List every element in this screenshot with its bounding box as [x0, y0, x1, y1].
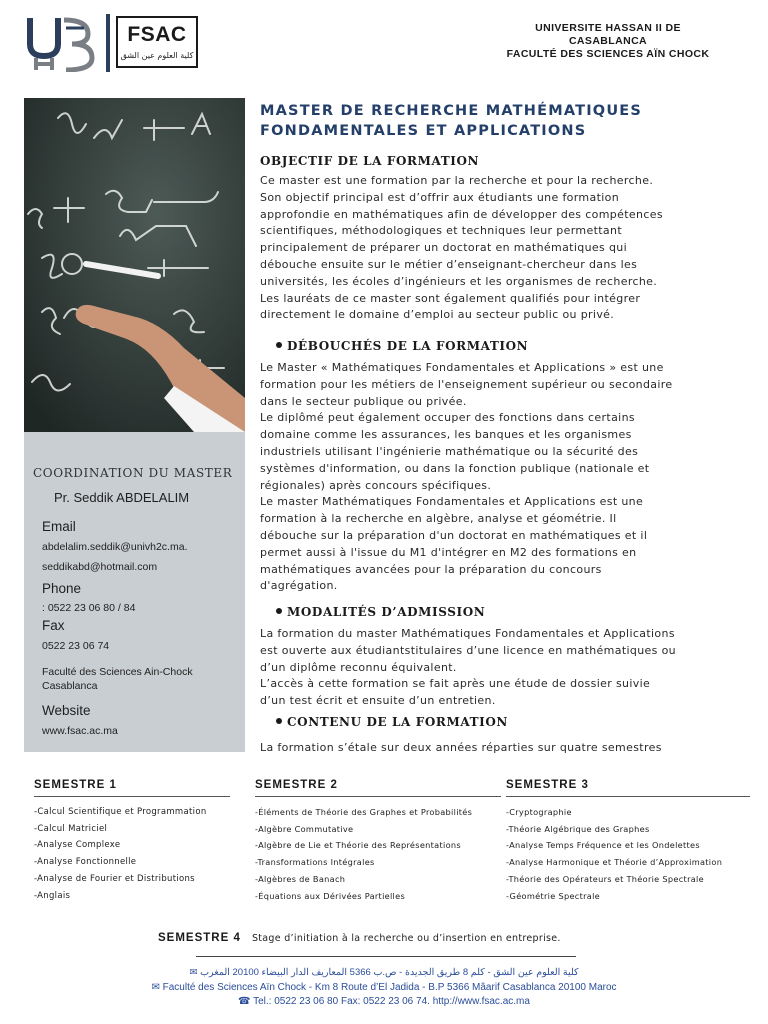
semester-4-text: Stage d’initiation à la recherche ou d’insertion en entreprise.: [251, 933, 561, 944]
telephone-icon: ☎: [238, 996, 251, 1007]
list-item: -Anglais: [34, 890, 71, 901]
fsac-label: FSAC: [127, 23, 187, 46]
semester-course-list: [506, 804, 754, 904]
list-item: -Analyse Temps Fréquence et les Ondelettes: [506, 840, 700, 851]
list-item: -Cryptographie: [506, 807, 572, 817]
fsac-arabic: كلية العلوم عين الشق: [120, 51, 194, 60]
bullet-icon: [276, 342, 282, 348]
page-title: MASTER DE RECHERCHE MATHÉMATIQUES FONDAMENTALES ET APPLICATIONS: [260, 103, 643, 139]
list-item: -Analyse de Fourier et Distributions: [34, 873, 195, 884]
semester-1: [34, 779, 234, 904]
email-link-1[interactable]: abdelalim.seddik@univh2c.ma.: [42, 541, 188, 553]
debouches-heading: DÉBOUCHÉS DE LA FORMATION: [276, 339, 528, 353]
fsac-logo: [116, 16, 198, 68]
semester-divider: [506, 796, 750, 797]
semester-title: SEMESTRE 2: [255, 779, 338, 791]
list-item: -Géométrie Spectrale: [506, 890, 600, 901]
bullet-icon: [276, 718, 282, 724]
list-item: -Algèbres de Banach: [255, 873, 346, 884]
admission-text: La formation du master Mathématiques Fondamentales et Applications est ouverte aux étudiantstitulaires d’une licence en mathématiques ou d’un diplôme reconnu équivalent. L’accès à cette formation se fait après une étude de dossier suivie d’un test écrit et ensuite d’un entretien.: [260, 627, 677, 708]
semester-title: SEMESTRE 1: [34, 779, 117, 791]
website-label: Website: [42, 703, 91, 718]
chalkboard-photo: [24, 98, 245, 432]
footer-address: ✉ Faculté des Sciences Aïn Chock - Km 8 Route d’El Jadida - B.P 5366 Mâarif Casablanca 20100 Maroc: [151, 982, 617, 993]
envelope-icon: ✉: [189, 967, 198, 978]
objectif-heading: OBJECTIF DE LA FORMATION: [260, 154, 480, 168]
semester-divider: [255, 796, 501, 797]
semester-divider: [34, 796, 230, 797]
phone-value: : 0522 23 06 80 / 84: [42, 602, 136, 614]
phone-label: Phone: [42, 581, 82, 596]
envelope-icon: ✉: [151, 982, 160, 993]
admission-heading: MODALITÉS D’ADMISSION: [276, 605, 485, 619]
objectif-text: Ce master est une formation par la recherche et pour la recherche. Son objectif principal est d’offrir aux étudiants une formation approfondie en mathématiques afin de développer des compétences scientifiques, méthodologiques et techniques leur permettant principalement de préparer un doctorat en mathématiques qui débouche ensuite sur le métier d’enseignant-chercheur dans les universités, les écoles d’ingénieurs et les organismes de recherche. Les lauréats de ce master sont également qualifiés pour intégrer directement le domaine d’emploi au secteur public ou privé.: [260, 174, 663, 322]
list-item: -Algèbre de Lie et Théorie des Représentations: [255, 840, 461, 851]
footer-arabic: ✉ كلية العلوم عين الشق - كلم 8 طريق الجديدة - ص.ب 5366 المعاريف الدار البيضاء 20100 المغرب: [189, 967, 579, 978]
fax-value: 0522 23 06 74: [42, 640, 110, 652]
email-link-2[interactable]: seddikabd@hotmail.com: [42, 561, 158, 573]
list-item: -Analyse Complexe: [34, 840, 121, 851]
semester-2: [255, 779, 503, 904]
list-item: -Analyse Harmonique et Théorie d’Approximation: [506, 857, 723, 868]
contenu-text: La formation s’étale sur deux années réparties sur quatre semestres: [260, 741, 662, 754]
footer-divider: [196, 956, 576, 957]
debouches-text: Le Master « Mathématiques Fondamentales et Applications » est une formation pour les métiers de l'enseignement supérieur ou secondaire dans le secteur publique ou privée. Le diplômé peut également occuper des fonctions dans certains domaine comme les assurances, les banques et les organismes industriels utilisant l'ingénierie mathématique ou la sécurité des systèmes d'information, ou dans la fonction publique (nationale et régionales) après concours spécifiques. Le master Mathématiques Fondamentales et Applications est une formation à la recherche en algèbre, analyse et géométrie. Il débouche sur la préparation d'un doctorat en mathématiques et il permet aussi à l'issue du M1 d'intégrer en M2 des formations en mathématiques avancées pour la préparation du concours d'agrégation.: [260, 361, 673, 593]
semester-title: SEMESTRE 3: [506, 779, 589, 791]
list-item: -Algèbre Commutative: [255, 823, 354, 834]
list-item: -Éléments de Théorie des Graphes et Probabilités: [255, 807, 473, 817]
list-item: -Analyse Fonctionnelle: [34, 857, 137, 868]
contenu-heading: CONTENU DE LA FORMATION: [276, 715, 508, 729]
semester-course-list: [255, 804, 503, 904]
website-link[interactable]: www.fsac.ac.ma: [42, 725, 118, 737]
logo-divider: [106, 14, 110, 72]
list-item: -Théorie Algébrique des Graphes: [506, 823, 650, 834]
semester-4: [158, 926, 561, 945]
fax-label: Fax: [42, 618, 65, 633]
list-item: -Théorie des Opérateurs et Théorie Spectrale: [506, 873, 704, 884]
coordination-title: COORDINATION DU MASTER: [33, 466, 233, 480]
email-label: Email: [42, 519, 76, 534]
university-name: UNIVERSITE HASSAN II DE CASABLANCA FACULTÉ DES SCIENCES AÏN CHOCK: [506, 22, 710, 60]
address-line-1: Faculté des Sciences Ain-Chock: [42, 666, 193, 678]
footer-contact: ☎ Tel.: 0522 23 06 80 Fax: 0522 23 06 74. http://www.fsac.ac.ma: [238, 996, 530, 1007]
coordinator-name: Pr. Seddik ABDELALIM: [54, 490, 190, 505]
semester-3: [506, 779, 754, 904]
university-logo: [26, 14, 98, 72]
list-item: -Calcul Scientifique et Programmation: [34, 807, 207, 817]
address-line-2: Casablanca: [42, 680, 98, 692]
bullet-icon: [276, 608, 282, 614]
list-item: -Transformations Intégrales: [255, 857, 375, 868]
list-item: -Équations aux Dérivées Partielles: [255, 890, 406, 901]
list-item: -Calcul Matriciel: [34, 823, 108, 834]
semester-course-list: [34, 804, 234, 904]
semester-title: SEMESTRE 4: [158, 932, 241, 944]
